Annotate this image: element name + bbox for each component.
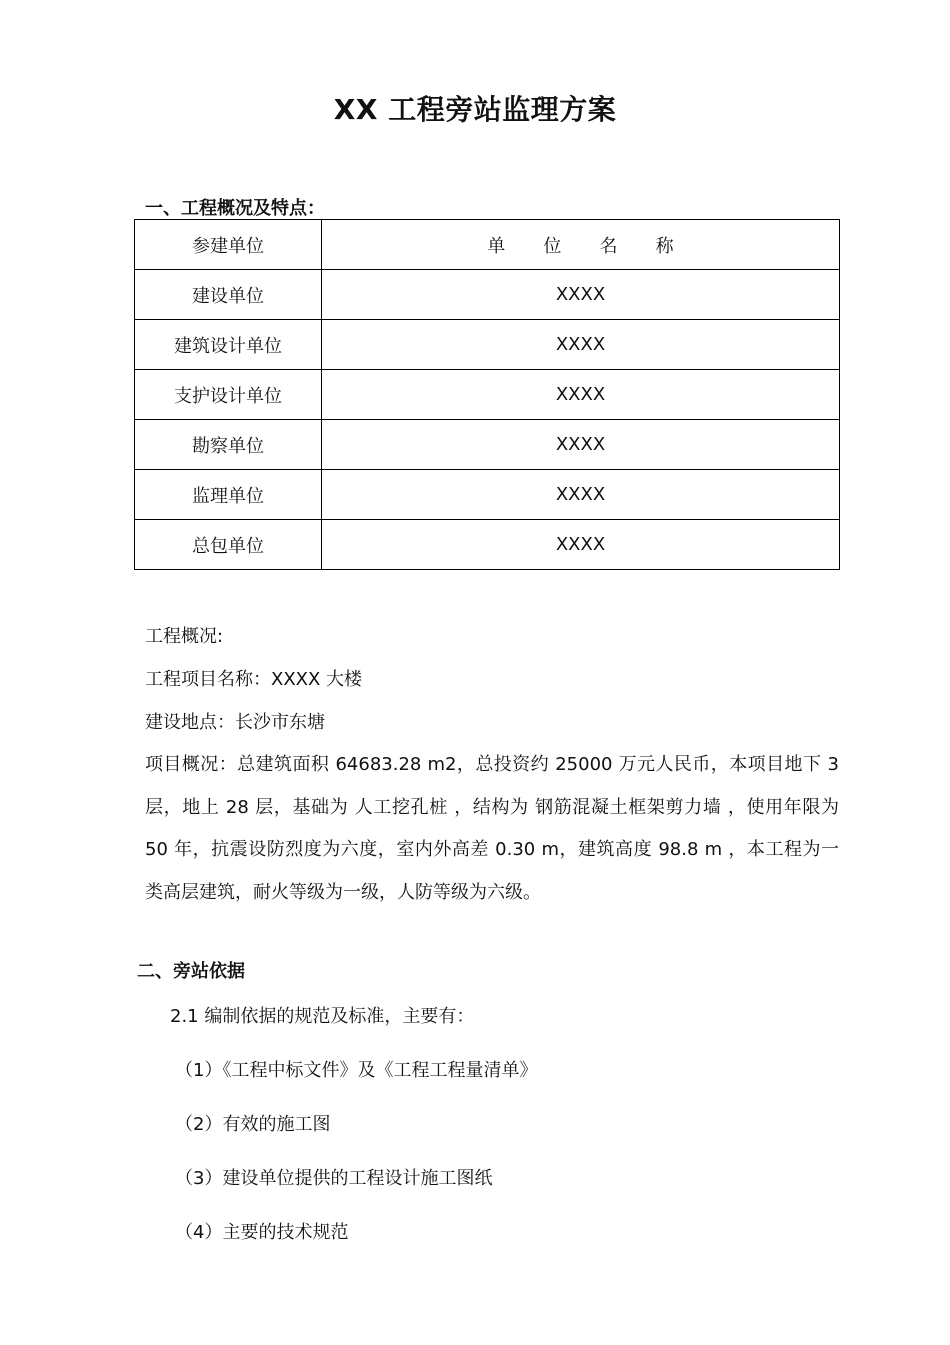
unit-type-cell: 建设单位 bbox=[135, 270, 322, 320]
table-row bbox=[135, 270, 840, 320]
unit-name-cell: XXXX bbox=[322, 320, 840, 370]
location-line: 建设地点：长沙市东塘 bbox=[145, 712, 325, 733]
basis-list-item: （2）有效的施工图 bbox=[175, 1114, 331, 1135]
unit-name-cell: XXXX bbox=[322, 470, 840, 520]
project-summary-paragraph: 项目概况：总建筑面积 64683.28 m2，总投资约 25000 万元人民币，本项目地下 3 层，地上 28 层，基础为 人工挖孔桩 ，结构为 钢筋混凝土框架剪力墙 ，使用年限为 50 年，抗震设防烈度为六度，室内外高差 0.30 m，建筑高度 98.8 m ，本工程为一类高层建筑，耐火等级为一级，人防等级为六级。 bbox=[145, 754, 839, 903]
table-header-row bbox=[135, 220, 840, 270]
table-row bbox=[135, 420, 840, 470]
unit-name-cell: XXXX bbox=[322, 520, 840, 570]
overview-label: 工程概况: bbox=[145, 626, 224, 647]
unit-type-cell: 勘察单位 bbox=[135, 420, 322, 470]
basis-list-item: （4）主要的技术规范 bbox=[175, 1222, 349, 1243]
table-row bbox=[135, 370, 840, 420]
project-name-line: 工程项目名称：XXXX 大楼 bbox=[145, 669, 363, 690]
unit-name-cell: XXXX bbox=[322, 370, 840, 420]
header-unit-name-label: 单 位 名 称 bbox=[487, 235, 690, 257]
basis-list-item: （1）《工程中标文件》及《工程工程量清单》 bbox=[175, 1060, 538, 1081]
header-cell-unit-type: 参建单位 bbox=[135, 220, 322, 270]
table-row bbox=[135, 470, 840, 520]
section1-heading: 一、工程概况及特点： bbox=[145, 198, 325, 219]
section2-heading: 二、旁站依据 bbox=[137, 961, 245, 982]
unit-type-cell: 建筑设计单位 bbox=[135, 320, 322, 370]
participating-units-table bbox=[134, 219, 840, 570]
unit-name-cell: XXXX bbox=[322, 420, 840, 470]
basis-list-item: （3）建设单位提供的工程设计施工图纸 bbox=[175, 1168, 493, 1189]
basis-intro: 2.1 编制依据的规范及标准，主要有： bbox=[170, 1006, 475, 1027]
unit-type-cell: 支护设计单位 bbox=[135, 370, 322, 420]
table-row bbox=[135, 520, 840, 570]
document-title: XX 工程旁站监理方案 bbox=[333, 93, 617, 126]
unit-name-cell: XXXX bbox=[322, 270, 840, 320]
table-row bbox=[135, 320, 840, 370]
header-cell-unit-name bbox=[322, 220, 840, 270]
unit-type-cell: 监理单位 bbox=[135, 470, 322, 520]
unit-type-cell: 总包单位 bbox=[135, 520, 322, 570]
